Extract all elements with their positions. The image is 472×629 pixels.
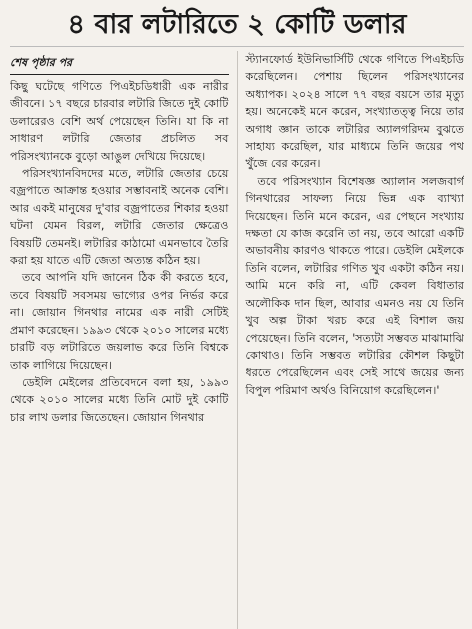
paragraph: পরিসংখ্যানবিদদের মতে, লটারি জেতার চেয়ে বজ্রপাতে আক্রান্ত হওয়ার সম্ভাবনাই অনেক বেশি। আর একই মানুষের দু'বার বজ্রপাতের শিকার হওয়া ঘটনা যেমন বিরল, লটারি জেতার ক্ষেত্রেও বিষয়টি তেমনই। লটারির কাঠামো এমনভাবে তৈরি করা হয় যাতে এটি জেতা অত্যন্ত কঠিন হয়। (10, 167, 229, 268)
paragraph: স্ট্যানফোর্ড ইউনিভার্সিটি থেকে গণিতে পিএইচডি করেছিলেন। পেশায় ছিলেন পরিসংখ্যানের অধ্যাপক। ২০২৪ সালে ৭৭ বছর বয়সে তার মৃত্যু হয়। অনেকেই মনে করেন, সংখ্যাতত্ত্ব নিয়ে তার অগাধ জ্ঞান তাকে লটারির অ্যালগরিদম বুঝতে সাহায্য করেছিল, যার মাধ্যমে তিনি জয়ের পথ খুঁজে বের করেন। (245, 53, 464, 171)
continued-from-label: শেষ পৃষ্ঠার পর (10, 54, 229, 75)
left-column (10, 51, 237, 629)
headline: ৪ বার লটারিতে ২ কোটি ডলার (10, 6, 464, 47)
paragraph: ডেইলি মেইলের প্রতিবেদনে বলা হয়, ১৯৯৩ থেকে ২০১০ সালের মধ্যে তিনি মোট দুই কোটি চার লাখ ডলার জিতেছেন। জোয়ান গিনথার (10, 375, 229, 424)
article-body (10, 51, 464, 629)
right-column (237, 51, 465, 629)
paragraph: তবে পরিসংখ্যান বিশেষজ্ঞ অ্যালান সলজবার্গ গিনথারের সাফল্য নিয়ে ভিন্ন এক ব্যাখ্যা দিয়েছেন। তিনি মনে করেন, এর পেছনে সংখ্যায় দক্ষতা যে কাজ করেনি তা নয়, তবে আরো একটি অভাবনীয় কারণও থাকতে পারে। ডেইলি মেইলকে তিনি বলেন, লটারির গণিত খুব একটা কঠিন নয়। আমি মনে করি না, এটি কেবল বিধাতার অলৌকিক দান ছিল, আবার এমনও নয় যে তিনি খুব অল্প টাকা খরচ করে এই বিশাল জয় পেয়েছেন। তিনি বলেন, 'সত্যটা সম্ভবত মাঝামাঝি কোথাও। তিনি সম্ভবত লটারির কৌশল কিছুটা ধরতে পেরেছিলেন এবং সেই সাথে জয়ের জন্য বিপুল পরিমাণ অর্থও বিনিয়োগ করেছিলেন।' (245, 174, 464, 397)
paragraph: তবে আপনি যদি জানেন ঠিক কী করতে হবে, তবে বিষয়টি সবসময় ভাগ্যের ওপর নির্ভর করে না। জোয়ান গিনথার নামের এক নারী সেটিই প্রমাণ করেছেন। ১৯৯৩ থেকে ২০১০ সালের মধ্যে চারটি বড় লটারিতে জয়লাভ করে তিনি বিশ্বকে তাক লাগিয়ে দিয়েছেন। (10, 271, 229, 372)
paragraph: কিছু ঘটেছে গণিতে পিএইচডিধারী এক নারীর জীবনে। ১৭ বছরে চারবার লটারি জিতে দুই কোটি ডলারেরও বেশি অর্থ পেয়েছেন তিনি। যা কি না সাধারণ লটারি জেতার প্রচলিত সব পরিসংখ্যানকে বুড়ো আঙুল দেখিয়ে দিয়েছে। (10, 80, 229, 163)
